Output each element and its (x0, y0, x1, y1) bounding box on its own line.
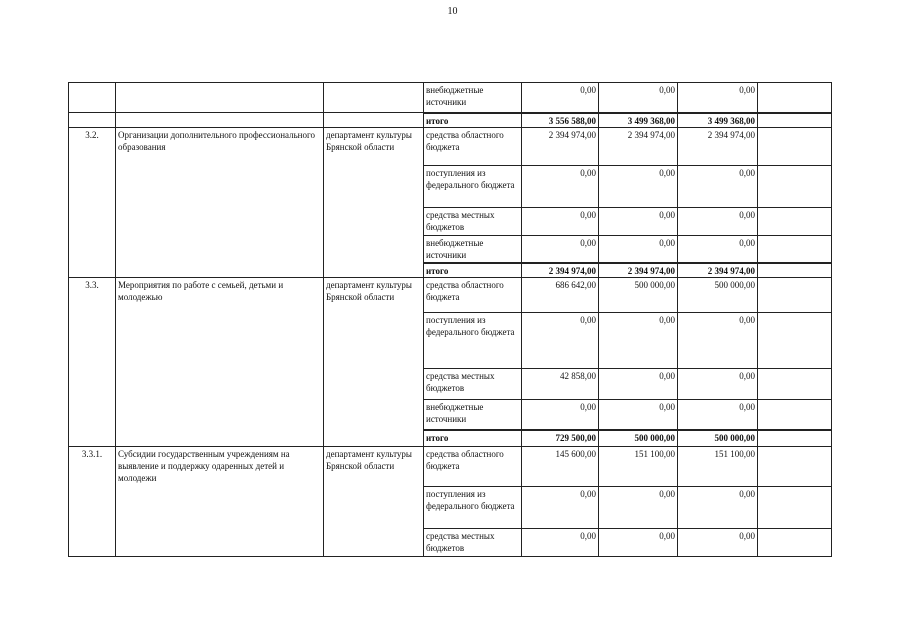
item-number (69, 83, 116, 113)
empty-cell (758, 447, 832, 487)
empty-cell (758, 369, 832, 400)
funding-source: средства областного бюджета (424, 127, 522, 165)
amount-year-2: 0,00 (599, 165, 678, 207)
amount-year-1: 0,00 (522, 487, 599, 529)
funding-source: внебюджетные источники (424, 400, 522, 430)
amount-year-3: 0,00 (678, 207, 758, 235)
funding-source: внебюджетные источники (424, 83, 522, 113)
item-name (116, 83, 324, 113)
amount-year-1: 0,00 (522, 83, 599, 113)
budget-table (68, 82, 832, 557)
item-number: 3.2. (69, 127, 116, 278)
item-executor: департамент культуры Брянской области (324, 278, 424, 447)
funding-source: средства областного бюджета (424, 278, 522, 313)
funding-source: внебюджетные источники (424, 235, 522, 263)
amount-year-1: 729 500,00 (522, 430, 599, 447)
amount-year-2: 500 000,00 (599, 278, 678, 313)
amount-year-1: 145 600,00 (522, 447, 599, 487)
item-executor (324, 113, 424, 128)
amount-year-3: 151 100,00 (678, 447, 758, 487)
amount-year-1: 0,00 (522, 165, 599, 207)
empty-cell (758, 400, 832, 430)
amount-year-2: 2 394 974,00 (599, 127, 678, 165)
amount-year-1: 0,00 (522, 207, 599, 235)
amount-year-1: 0,00 (522, 400, 599, 430)
empty-cell (758, 487, 832, 529)
item-number: 3.3.1. (69, 447, 116, 557)
funding-source: поступления из федерального бюджета (424, 487, 522, 529)
empty-cell (758, 430, 832, 447)
empty-cell (758, 207, 832, 235)
amount-year-1: 3 556 588,00 (522, 113, 599, 128)
amount-year-3: 500 000,00 (678, 278, 758, 313)
table-row (69, 278, 832, 313)
table-row (69, 127, 832, 165)
amount-year-1: 2 394 974,00 (522, 263, 599, 278)
table-row (69, 83, 832, 113)
amount-year-3: 0,00 (678, 313, 758, 369)
amount-year-2: 0,00 (599, 400, 678, 430)
funding-source: средства областного бюджета (424, 447, 522, 487)
amount-year-2: 0,00 (599, 235, 678, 263)
item-name: Организации дополнительного профессионального образования (116, 127, 324, 278)
funding-source: итого (424, 113, 522, 128)
amount-year-2: 0,00 (599, 207, 678, 235)
funding-source: средства местных бюджетов (424, 369, 522, 400)
empty-cell (758, 263, 832, 278)
empty-cell (758, 165, 832, 207)
amount-year-3: 0,00 (678, 400, 758, 430)
empty-cell (758, 313, 832, 369)
empty-cell (758, 529, 832, 557)
amount-year-3: 0,00 (678, 529, 758, 557)
table-row (69, 447, 832, 487)
amount-year-1: 0,00 (522, 313, 599, 369)
amount-year-3: 2 394 974,00 (678, 263, 758, 278)
item-name (116, 113, 324, 128)
amount-year-2: 0,00 (599, 529, 678, 557)
empty-cell (758, 113, 832, 128)
amount-year-3: 0,00 (678, 369, 758, 400)
amount-year-2: 0,00 (599, 487, 678, 529)
empty-cell (758, 127, 832, 165)
amount-year-3: 0,00 (678, 83, 758, 113)
amount-year-3: 3 499 368,00 (678, 113, 758, 128)
amount-year-2: 500 000,00 (599, 430, 678, 447)
amount-year-2: 151 100,00 (599, 447, 678, 487)
empty-cell (758, 83, 832, 113)
funding-source: поступления из федерального бюджета (424, 313, 522, 369)
amount-year-3: 0,00 (678, 165, 758, 207)
amount-year-1: 2 394 974,00 (522, 127, 599, 165)
amount-year-2: 0,00 (599, 369, 678, 400)
amount-year-2: 0,00 (599, 83, 678, 113)
item-executor (324, 83, 424, 113)
amount-year-2: 2 394 974,00 (599, 263, 678, 278)
amount-year-1: 42 858,00 (522, 369, 599, 400)
item-name: Мероприятия по работе с семьей, детьми и молодежью (116, 278, 324, 447)
funding-source: средства местных бюджетов (424, 207, 522, 235)
amount-year-3: 500 000,00 (678, 430, 758, 447)
item-number: 3.3. (69, 278, 116, 447)
funding-source: итого (424, 263, 522, 278)
funding-source: итого (424, 430, 522, 447)
page-number: 10 (447, 6, 458, 17)
amount-year-3: 0,00 (678, 487, 758, 529)
amount-year-3: 0,00 (678, 235, 758, 263)
item-name: Субсидии государственным учреждениям на выявление и поддержку одаренных детей и молодежи (116, 447, 324, 557)
amount-year-2: 0,00 (599, 313, 678, 369)
item-number (69, 113, 116, 128)
total-row (69, 113, 832, 128)
amount-year-1: 0,00 (522, 529, 599, 557)
funding-source: поступления из федерального бюджета (424, 165, 522, 207)
amount-year-3: 2 394 974,00 (678, 127, 758, 165)
funding-source: средства местных бюджетов (424, 529, 522, 557)
amount-year-1: 0,00 (522, 235, 599, 263)
empty-cell (758, 278, 832, 313)
amount-year-1: 686 642,00 (522, 278, 599, 313)
item-executor: департамент культуры Брянской области (324, 447, 424, 557)
empty-cell (758, 235, 832, 263)
amount-year-2: 3 499 368,00 (599, 113, 678, 128)
item-executor: департамент культуры Брянской области (324, 127, 424, 278)
